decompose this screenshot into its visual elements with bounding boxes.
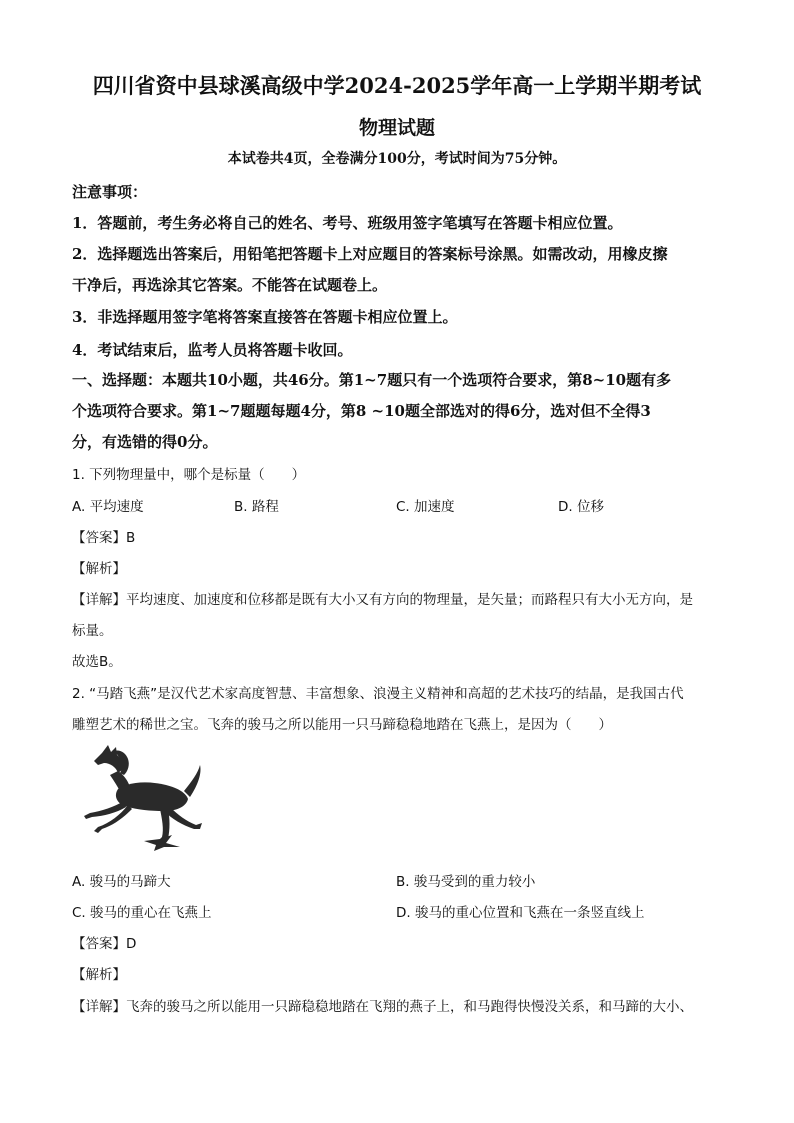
section-instruction: 个选项符合要求。第1~7题题每题4分，第8 ~10题全部选对的得6分，选对但不全得3 — [72, 402, 651, 420]
q2-answer: 【答案】D — [72, 936, 137, 952]
section-instruction: 分，有选错的得0分。 — [72, 433, 218, 451]
galloping-horse-image — [74, 743, 208, 855]
notice-item: 4．考试结束后，监考人员将答题卡收回。 — [72, 341, 353, 359]
q2-stem: 雕塑艺术的稀世之宝。飞奔的骏马之所以能用一只马蹄稳稳地踏在飞燕上，是因为（ ） — [72, 717, 612, 733]
q1-detail: 标量。 — [72, 623, 113, 639]
q1-analysis: 【解析】 — [72, 561, 126, 577]
exam-intro: 本试卷共4页，全卷满分100分，考试时间为75分钟。 — [227, 151, 567, 167]
q1-option-c: C. 加速度 — [396, 499, 455, 515]
q1-detail: 【详解】平均速度、加速度和位移都是既有大小又有方向的物理量，是矢量；而路程只有大小无方向，是 — [72, 592, 693, 608]
q2-detail: 【详解】飞奔的骏马之所以能用一只蹄稳稳地踏在飞翔的燕子上，和马跑得快慢没关系，和马蹄的大小、 — [72, 999, 693, 1015]
notice-item: 1．答题前，考生务必将自己的姓名、考号、班级用签字笔填写在答题卡相应位置。 — [72, 214, 623, 232]
notice-item: 2．选择题选出答案后，用铅笔把答题卡上对应题目的答案标号涂黑。如需改动，用橡皮擦 — [72, 245, 668, 263]
notice-heading: 注意事项： — [72, 183, 148, 201]
q2-option-d: D. 骏马的重心位置和飞燕在一条竖直线上 — [396, 905, 645, 921]
q2-option-c: C. 骏马的重心在飞燕上 — [72, 905, 212, 921]
q1-answer: 【答案】B — [72, 530, 136, 546]
q2-stem: 2. “马踏飞燕”是汉代艺术家高度智慧、丰富想象、浪漫主义精神和高超的艺术技巧的结晶，是我国古代 — [72, 686, 684, 702]
exam-title: 四川省资中县球溪高级中学2024-2025学年高一上学期半期考试 — [92, 73, 702, 98]
notice-item: 3．非选择题用签字笔将答案直接答在答题卡相应位置上。 — [72, 308, 458, 326]
q1-conclusion: 故选B。 — [72, 654, 122, 670]
q2-option-b: B. 骏马受到的重力较小 — [396, 874, 536, 890]
notice-item: 干净后，再选涂其它答案。不能答在试题卷上。 — [72, 276, 388, 294]
q1-stem: 1. 下列物理量中，哪个是标量（ ） — [72, 467, 306, 483]
q1-option-b: B. 路程 — [234, 499, 279, 515]
q1-option-a: A. 平均速度 — [72, 499, 144, 515]
q1-option-d: D. 位移 — [558, 499, 604, 515]
q2-analysis: 【解析】 — [72, 967, 126, 983]
q2-option-a: A. 骏马的马蹄大 — [72, 874, 171, 890]
section-instruction: 一、选择题：本题共10小题，共46分。第1~7题只有一个选项符合要求，第8~10题有多 — [72, 371, 672, 389]
exam-subtitle: 物理试题 — [358, 117, 435, 139]
